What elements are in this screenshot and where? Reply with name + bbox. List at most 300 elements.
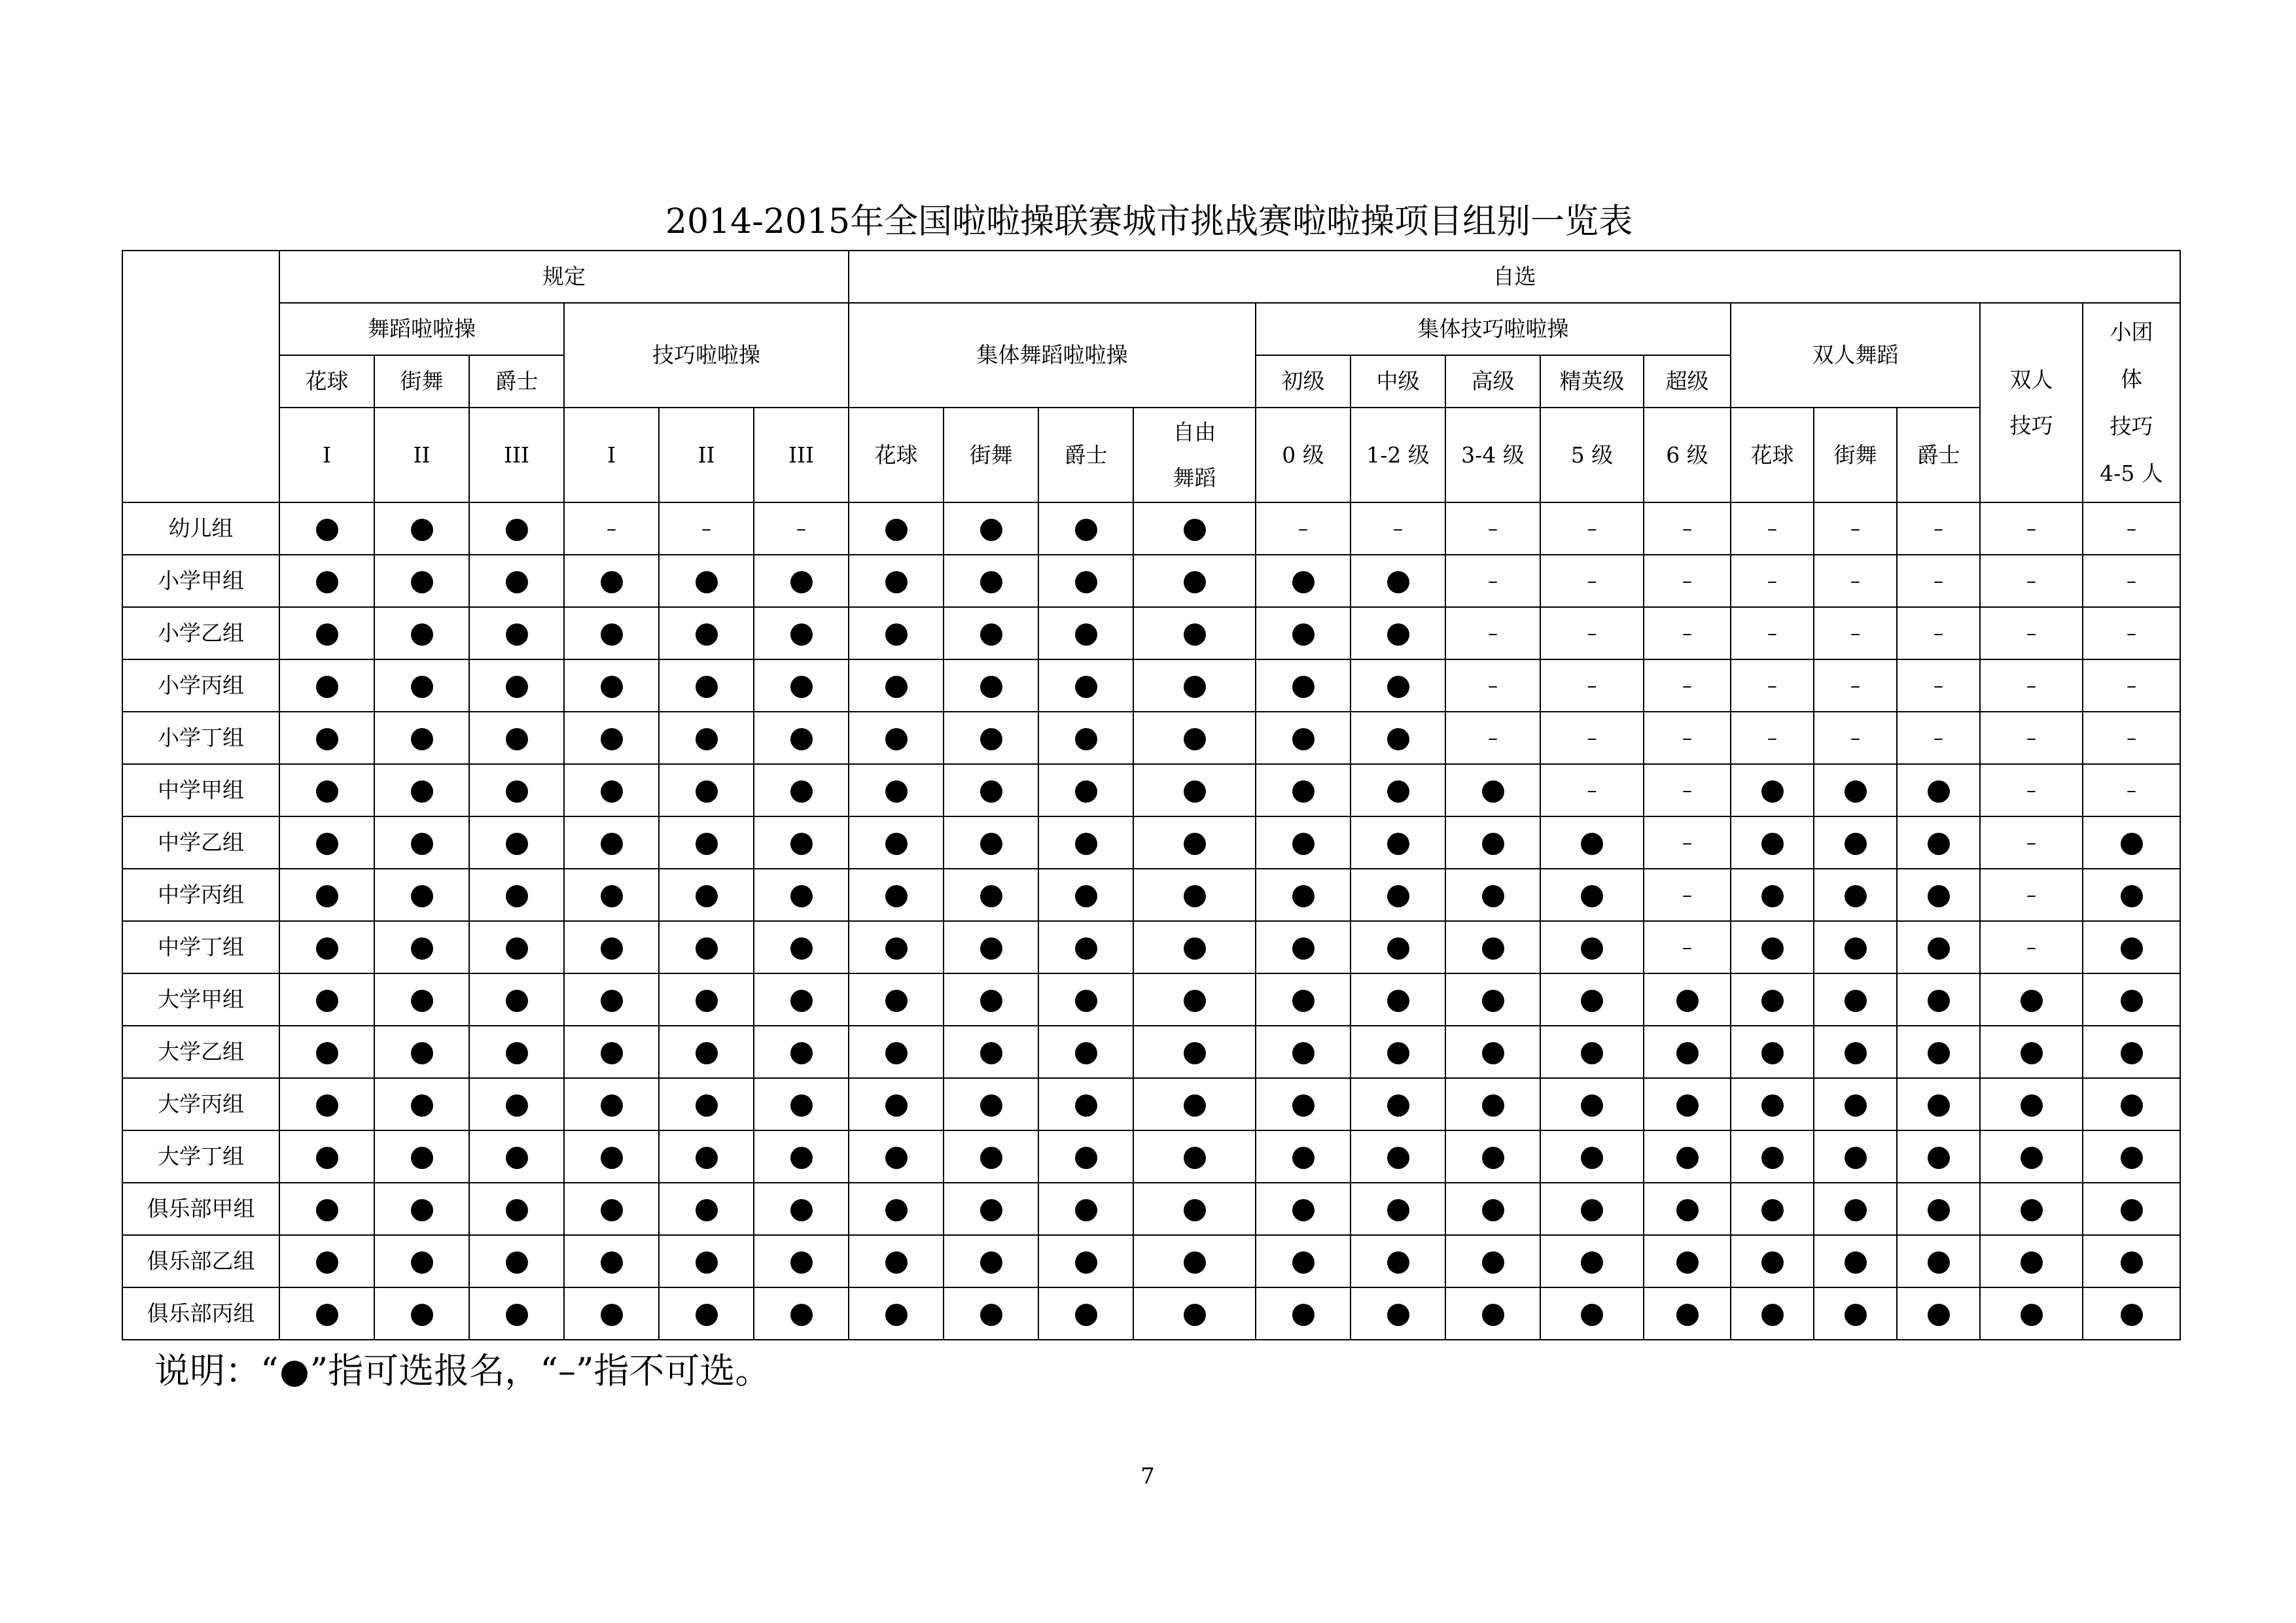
header-small-group-line1: 小团 [2110,319,2153,345]
selectable-dot-icon [506,1304,528,1326]
table-cell [279,712,374,764]
table-cell [1644,816,1731,869]
selectable-dot-icon [1928,1042,1950,1064]
table-cell [1644,1287,1731,1340]
table-cell [1351,1235,1445,1287]
table-cell [2083,764,2180,816]
table-cell [1351,973,1445,1026]
table-cell [1814,1130,1897,1183]
table-cell [1445,502,1540,555]
table-cell [1445,1287,1540,1340]
selectable-dot-icon [1184,623,1206,646]
selectable-dot-icon [1184,519,1206,541]
header-huaqiu: 花球 [279,355,374,408]
table-cell [1731,607,1814,659]
selectable-dot-icon [316,1094,338,1117]
selectable-dot-icon [790,676,813,698]
table-cell [374,921,469,973]
table-cell [1814,921,1897,973]
not-selectable-dash-icon: – [1587,622,1597,645]
table-cell [1133,921,1256,973]
table-cell [1980,1026,2083,1078]
not-selectable-dash-icon: – [2026,884,2036,907]
not-selectable-dash-icon: – [2127,674,2136,697]
selectable-dot-icon [506,571,528,593]
row-label: 中学丙组 [122,869,279,921]
selectable-dot-icon [411,937,433,960]
row-label: 俱乐部乙组 [122,1235,279,1287]
header-group-skill: 集体技巧啦啦操 [1256,303,1731,355]
table-cell [1980,1130,2083,1183]
table-cell [279,502,374,555]
not-selectable-dash-icon: – [2026,570,2036,593]
selectable-dot-icon [980,571,1002,593]
selectable-dot-icon [1845,885,1867,907]
table-cell [279,1078,374,1130]
table-cell [944,659,1038,712]
table-cell [469,607,564,659]
table-cell [754,607,849,659]
table-cell [849,764,944,816]
selectable-dot-icon [1761,937,1784,960]
table-cell [469,555,564,607]
selectable-dot-icon [1075,1251,1097,1274]
table-cell [754,1130,849,1183]
selectable-dot-icon [601,571,623,593]
selectable-dot-icon [316,519,338,541]
selectable-dot-icon [316,1199,338,1221]
table-cell [2083,502,2180,555]
selectable-dot-icon [1292,885,1315,907]
not-selectable-dash-icon: – [2127,779,2136,802]
selectable-dot-icon [1581,990,1603,1012]
not-selectable-dash-icon: – [1488,727,1498,750]
table-cell [659,764,754,816]
not-selectable-dash-icon: – [1682,570,1692,593]
table-cell [469,712,564,764]
not-selectable-dash-icon: – [1682,674,1692,697]
table-cell [1980,816,2083,869]
selectable-dot-icon [1387,571,1409,593]
header-zhongji: 中级 [1351,355,1445,408]
selectable-dot-icon [1761,1199,1784,1221]
header-jingying: 精英级 [1540,355,1644,408]
table-cell [2083,659,2180,712]
table-cell [1814,555,1897,607]
selectable-dot-icon [1845,990,1867,1012]
table-cell [849,921,944,973]
table-cell [1351,764,1445,816]
selectable-dot-icon [1761,1304,1784,1326]
selectable-dot-icon [1075,937,1097,960]
selectable-dot-icon [601,833,623,855]
table-cell [1644,1235,1731,1287]
selectable-dot-icon [316,780,338,803]
table-cell [754,712,849,764]
selectable-dot-icon [1761,1042,1784,1064]
selectable-dot-icon [1676,1251,1699,1274]
header-pair-skill-line2: 技巧 [2009,412,2053,438]
table-cell [469,502,564,555]
table-cell [1731,1183,1814,1235]
selectable-dot-icon [1581,1199,1603,1221]
header-pair-skill [1980,303,2083,502]
table-cell [754,921,849,973]
table-row [122,921,2180,973]
selectable-dot-icon [885,1304,908,1326]
selectable-dot-icon [506,1199,528,1221]
selectable-dot-icon [1676,1094,1699,1117]
table-cell [754,1026,849,1078]
table-cell [2083,1287,2180,1340]
selectable-dot-icon [1184,728,1206,750]
table-cell [1445,869,1540,921]
selectable-dot-icon [506,833,528,855]
table-cell [1133,816,1256,869]
header-group-dance: 集体舞蹈啦啦操 [849,303,1256,408]
table-cell [1540,1235,1644,1287]
header-small-group-line4: 4-5 人 [2100,460,2163,486]
selectable-dot-icon [1387,885,1409,907]
selectable-dot-icon [1184,1042,1206,1064]
table-cell [659,1026,754,1078]
table-cell [1351,1078,1445,1130]
table-cell [1980,1235,2083,1287]
table-row [122,973,2180,1026]
selectable-dot-icon [1928,1147,1950,1169]
selectable-dot-icon [1482,1304,1504,1326]
table-cell [1351,712,1445,764]
table-cell [944,816,1038,869]
table-cell [1256,1287,1351,1340]
selectable-dot-icon [1387,833,1409,855]
table-cell [1133,1287,1256,1340]
selectable-dot-icon [601,937,623,960]
table-cell [279,555,374,607]
selectable-dot-icon [790,1199,813,1221]
not-selectable-dash-icon: – [1934,622,1943,645]
header-small-group-line3: 技巧 [2110,413,2153,439]
selectable-dot-icon [1928,1251,1950,1274]
level-dance-3: III [469,408,564,502]
selectable-dot-icon [696,1304,718,1326]
table-cell [469,1130,564,1183]
selectable-dot-icon [506,623,528,646]
selectable-dot-icon [411,1251,433,1274]
selectable-dot-icon [1387,1042,1409,1064]
table-cell [2083,607,2180,659]
table-cell [1731,869,1814,921]
selectable-dot-icon [316,623,338,646]
table-cell [1644,764,1731,816]
selectable-dot-icon [1075,1094,1097,1117]
selectable-dot-icon [1845,1251,1867,1274]
table-cell [1351,816,1445,869]
table-cell [1133,502,1256,555]
table-cell [1256,973,1351,1026]
table-cell [1897,816,1980,869]
table-row [122,555,2180,607]
table-cell [1256,1078,1351,1130]
selectable-dot-icon [1387,1199,1409,1221]
table-cell [469,816,564,869]
row-label: 小学丙组 [122,659,279,712]
table-cell [1445,1130,1540,1183]
selectable-dot-icon [1184,885,1206,907]
table-cell [1897,1235,1980,1287]
table-cell [1133,1183,1256,1235]
selectable-dot-icon [885,1199,908,1221]
table-cell [754,659,849,712]
table-cell [374,973,469,1026]
table-row [122,1235,2180,1287]
level-skill-1: I [564,408,659,502]
selectable-dot-icon [601,1147,623,1169]
table-row [122,764,2180,816]
header-guiding: 规定 [279,251,849,303]
not-selectable-dash-icon: – [1682,936,1692,959]
selectable-dot-icon [1292,571,1315,593]
table-cell [1540,607,1644,659]
selectable-dot-icon [1928,780,1950,803]
selectable-dot-icon [1761,1147,1784,1169]
selectable-dot-icon [980,780,1002,803]
selectable-dot-icon [1676,1042,1699,1064]
level-dance-1: I [279,408,374,502]
table-cell [1814,1235,1897,1287]
not-selectable-dash-icon: – [2127,622,2136,645]
table-cell [944,555,1038,607]
selectable-dot-icon [1184,1094,1206,1117]
selectable-dot-icon [1292,728,1315,750]
table-cell [2083,555,2180,607]
table-cell [1445,764,1540,816]
selectable-dot-icon [316,885,338,907]
selectable-dot-icon [696,728,718,750]
not-selectable-dash-icon: – [607,517,616,540]
selectable-dot-icon [601,623,623,646]
header-pair-dance: 双人舞蹈 [1731,303,1980,408]
header-row-4 [122,408,2180,502]
selectable-dot-icon [885,1042,908,1064]
selectable-dot-icon [1845,1042,1867,1064]
not-selectable-dash-icon: – [1587,570,1597,593]
selectable-dot-icon [1845,833,1867,855]
table-cell [1038,712,1133,764]
selectable-dot-icon [1075,728,1097,750]
selectable-dot-icon [411,1042,433,1064]
table-cell [1540,973,1644,1026]
document-title: 2014-2015年全国啦啦操联赛城市挑战赛啦啦操项目组别一览表 [665,202,1633,241]
table-cell [1980,1183,2083,1235]
skill-level-3-4: 3-4 级 [1445,408,1540,502]
table-cell [1897,607,1980,659]
selectable-dot-icon [790,728,813,750]
table-cell [1897,869,1980,921]
table-cell [944,1183,1038,1235]
level-skill-2: II [659,408,754,502]
selectable-dot-icon [790,780,813,803]
selectable-dot-icon [1845,1147,1867,1169]
table-cell [1980,502,2083,555]
table-cell [1897,1287,1980,1340]
row-label: 大学甲组 [122,973,279,1026]
table-cell [469,921,564,973]
table-cell [374,555,469,607]
table-cell [1644,1183,1731,1235]
selectable-dot-icon [885,1094,908,1117]
table-row [122,502,2180,555]
selectable-dot-icon [1075,1042,1097,1064]
table-cell [564,659,659,712]
selectable-dot-icon [696,676,718,698]
selectable-dot-icon [980,937,1002,960]
selectable-dot-icon [506,728,528,750]
selectable-dot-icon [1184,571,1206,593]
table-cell [1133,659,1256,712]
table-cell [1731,816,1814,869]
table-cell [279,816,374,869]
selectable-dot-icon [790,1094,813,1117]
table-cell [2083,712,2180,764]
table-cell [564,1235,659,1287]
table-cell [564,921,659,973]
not-selectable-dash-icon: – [1934,727,1943,750]
not-selectable-dash-icon: – [1934,570,1943,593]
not-selectable-dash-icon: – [1587,779,1597,802]
table-cell [374,764,469,816]
pair-dance-huaqiu: 花球 [1731,408,1814,502]
selectable-dot-icon [411,833,433,855]
selectable-dot-icon [1581,1147,1603,1169]
table-cell [1133,1130,1256,1183]
table-cell [849,1026,944,1078]
table-cell [1897,1026,1980,1078]
table-cell [1351,869,1445,921]
selectable-dot-icon [1184,676,1206,698]
row-label: 俱乐部丙组 [122,1287,279,1340]
table-cell [1445,816,1540,869]
table-cell [1731,1287,1814,1340]
table-cell [1731,1130,1814,1183]
table-cell [1540,764,1644,816]
table-cell [469,1287,564,1340]
selectable-dot-icon [411,728,433,750]
selectable-dot-icon [1387,728,1409,750]
table-row [122,869,2180,921]
selectable-dot-icon [696,990,718,1012]
selectable-dot-icon [601,1094,623,1117]
selectable-dot-icon [696,1147,718,1169]
selectable-dot-icon [1845,1199,1867,1221]
not-selectable-dash-icon: – [1850,570,1860,593]
table-cell [279,1183,374,1235]
table-cell [849,555,944,607]
table-cell [1256,921,1351,973]
table-cell [1540,712,1644,764]
table-cell [754,1078,849,1130]
table-row [122,607,2180,659]
table-row [122,1287,2180,1340]
selectable-dot-icon [1075,833,1097,855]
selectable-dot-icon [1292,833,1315,855]
selectable-dot-icon [411,676,433,698]
table-cell [1814,1026,1897,1078]
table-cell [944,921,1038,973]
selectable-dot-icon [885,676,908,698]
note-mid: ”指可选报名，“ [309,1350,558,1391]
table-cell [1540,502,1644,555]
header-jiewu: 街舞 [374,355,469,408]
table-cell [754,1183,849,1235]
table-cell [1897,659,1980,712]
selectable-dot-icon [1928,1094,1950,1117]
table-cell [659,659,754,712]
selectable-dot-icon [506,1042,528,1064]
selectable-dot-icon [1387,676,1409,698]
selectable-dot-icon [2121,1304,2143,1326]
table-cell [374,869,469,921]
selectable-dot-icon [1292,780,1315,803]
selectable-dot-icon [1928,833,1950,855]
table-cell [279,764,374,816]
table-cell [564,1130,659,1183]
table-cell [1644,1130,1731,1183]
not-selectable-dash-icon: – [1682,779,1692,802]
pair-dance-jueshi: 爵士 [1897,408,1980,502]
selectable-dot-icon [1387,990,1409,1012]
selectable-dot-icon [316,1251,338,1274]
row-label: 俱乐部甲组 [122,1183,279,1235]
selectable-dot-icon [1075,519,1097,541]
table-cell [944,1287,1038,1340]
not-selectable-dash-icon: – [1488,570,1498,593]
selectable-dot-icon [2021,1251,2043,1274]
selectable-dot-icon [790,1304,813,1326]
table-cell [2083,1183,2180,1235]
selectable-dot-icon [790,1147,813,1169]
table-cell [1038,555,1133,607]
table-cell [1897,973,1980,1026]
table-cell [374,1287,469,1340]
selectable-dot-icon [980,1251,1002,1274]
selectable-dot-icon [411,885,433,907]
table-cell [1351,1287,1445,1340]
selectable-dot-icon [696,833,718,855]
note-prefix: 说明：“ [154,1350,279,1391]
selectable-dot-icon [1482,885,1504,907]
table-cell [1897,1183,1980,1235]
table-cell [1897,1130,1980,1183]
table-cell [1133,869,1256,921]
table-cell [469,973,564,1026]
selectable-dot-icon [281,1361,308,1387]
selectable-dot-icon [790,623,813,646]
table-cell [1540,1130,1644,1183]
selectable-dot-icon [1387,1094,1409,1117]
table-cell [659,555,754,607]
selectable-dot-icon [1075,885,1097,907]
table-cell [374,1078,469,1130]
table-cell [2083,1235,2180,1287]
selectable-dot-icon [1387,623,1409,646]
table-row [122,1078,2180,1130]
selectable-dot-icon [1292,676,1315,698]
selectable-dot-icon [506,1147,528,1169]
table-cell [1540,1183,1644,1235]
selectable-dot-icon [411,519,433,541]
selectable-dot-icon [1184,1251,1206,1274]
